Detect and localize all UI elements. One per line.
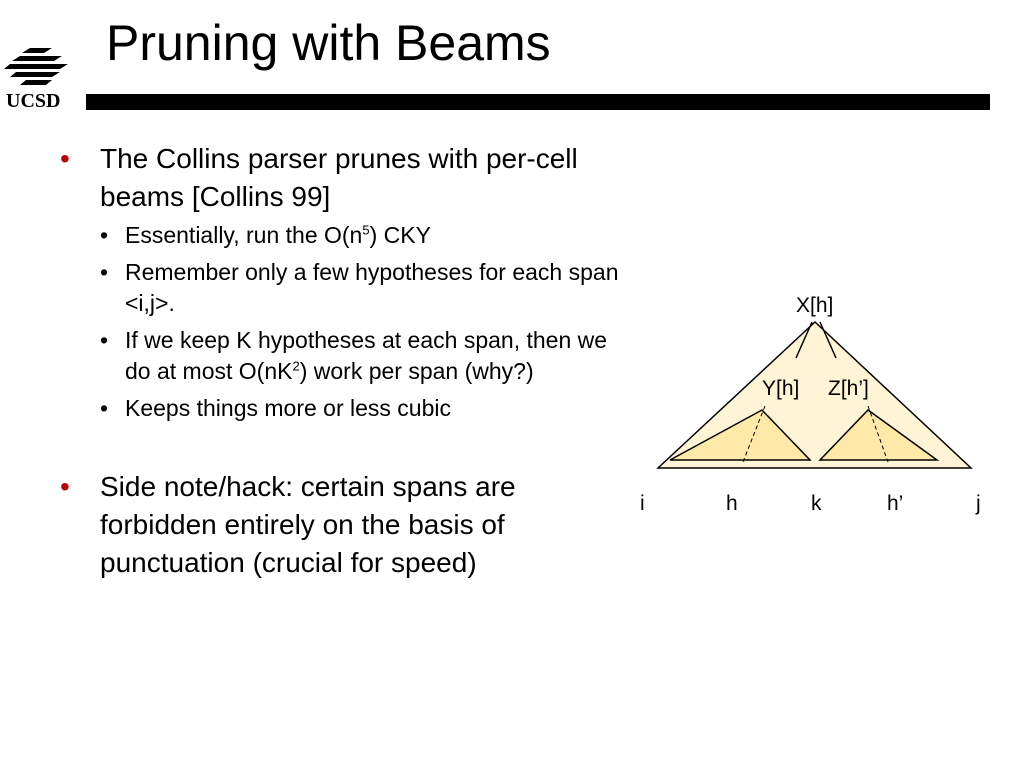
bullet-1-text: The Collins parser prunes with per-cell beams [Collins 99] — [100, 143, 578, 212]
sub-bullet-3-text: If we keep K hypotheses at each span, then we do at most O(nK — [125, 327, 608, 384]
sub-bullet-4 — [100, 393, 630, 424]
sub-bullet-3-superscript: 2 — [292, 358, 300, 374]
index-h-prime: h’ — [887, 492, 904, 515]
index-k: k — [811, 492, 822, 515]
index-i: i — [640, 492, 645, 515]
bullet-2 — [60, 468, 630, 582]
sub-bullet-dot-icon: • — [100, 259, 109, 285]
sub-bullet-dot-icon: • — [100, 327, 109, 353]
logo-text: UCSD — [6, 90, 61, 112]
bullet-dot-icon: • — [60, 471, 70, 502]
sub-bullet-dot-icon: • — [100, 222, 109, 248]
right-child-label: Z[h’] — [828, 377, 869, 400]
sub-bullet-2-text: Remember only a few hypotheses for each span <i,j>. — [125, 259, 619, 316]
bullet-dot-icon: • — [60, 143, 70, 174]
slide-content — [60, 140, 630, 582]
sub-bullet-4-text: Keeps things more or less cubic — [125, 395, 451, 421]
sub-bullet-dot-icon: • — [100, 395, 109, 421]
index-j: j — [976, 492, 981, 515]
bullet-1 — [60, 140, 630, 424]
left-child-label: Y[h] — [762, 377, 800, 400]
bullet-2-text: Side note/hack: certain spans are forbidden entirely on the basis of punctuation (crucial for speed) — [100, 471, 516, 578]
title-divider — [86, 94, 990, 110]
sub-bullet-1-text-end: ) CKY — [369, 222, 431, 248]
parse-span-diagram — [630, 280, 1020, 520]
sub-bullet-1-text: Essentially, run the O(n — [125, 222, 363, 248]
sub-bullet-3 — [100, 325, 630, 387]
bullet-1-subpoints — [100, 220, 630, 424]
sub-bullet-1 — [100, 220, 630, 251]
sub-bullet-3-text-end: ) work per span (why?) — [299, 358, 534, 384]
root-label: X[h] — [796, 294, 834, 317]
index-h: h — [726, 492, 738, 515]
sub-bullet-2 — [100, 257, 630, 319]
slide-title: Pruning with Beams — [106, 15, 551, 71]
sub-bullet-1-superscript: 5 — [362, 222, 370, 238]
